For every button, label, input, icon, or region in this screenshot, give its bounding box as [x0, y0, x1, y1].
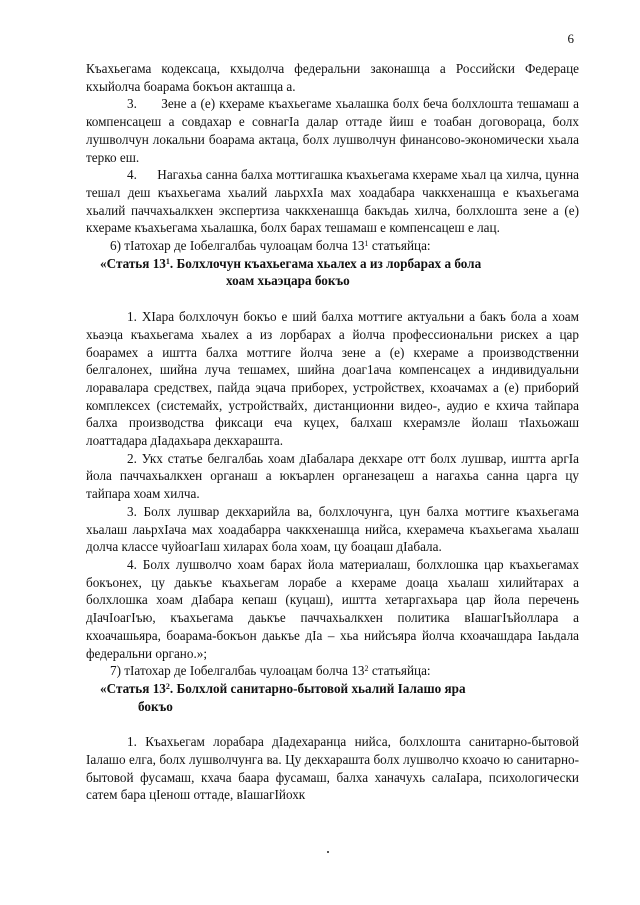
scan-speck: [327, 851, 329, 853]
article-heading-13-2-sup: 2: [165, 681, 170, 691]
article-heading-13-2-prefix: «Статья 13: [100, 680, 166, 696]
instruction-6-text: 6) тIатохар де Iобелгалбаь чулоацам болча 13: [110, 238, 365, 254]
instruction-7-text: 7) тIатохар де Iобелгалбаь чулоацам болча 13: [110, 663, 365, 679]
article-heading-13-2-title: . Болхлой санитарно-бытовой хьалий Iалашо яра: [169, 680, 466, 696]
article-13-1-item-3: 3. Болх лушвар декхарийла ва, болхлочунга, цун балха моттиге къахьегама хьалаш лаьрхIача мах хоадабарра чаккхенашца нийса, кхерамеча къахьегама хьалаш долча классе чуйоагIаш хиларах бола хоам, цу боацаш дIабала.: [86, 503, 579, 555]
instruction-6-sup: 1: [364, 239, 369, 249]
instruction-7-tail: статьяйца:: [368, 663, 431, 679]
article-heading-13-1-sup: 1: [165, 256, 170, 266]
article-heading-13-2-cont: бокъо: [138, 698, 173, 714]
article-13-2-item-1: 1. Къахьегам лорабара дIадехаранца нийса, болхлошта санитарно-бытовой Iалашо елга, болх лушволчунга ва. Цу декхараштa болх лушволчо кхоачо ю санитарно-бытовой фусамаш, кхача баара фусамаш, балха ханачухь салаIара, психологически сатем бара цIенош оттаде, вIашагIйохк: [86, 734, 579, 803]
instruction-6-tail: статьяйца:: [368, 238, 431, 254]
article-13-1-item-1: 1. ХIара болхлочун бокъо е ший балха моттиге актуальни а бакъ бола а хоам хьаэца къахьегама хьалех а из лорбарах а йолча профессиональни рискех а цар боарамех а иштта балха моттиге йолча зене а (е) кхераме а производственни белгалонех, шийна луча тешамех, шийна доаг1ача компенсацех а индивидуальни лоравалара средствех, пайда эцача приборех, устройствех, кхоачамах а (е) приборий комплексех (системайх, устройствайх, дистанционни видео-, аудио е кхича тайпара балха производства фиксаци еча куцех, балхаш кхерамзле йолаш тIахьожаш лоаттадара дIадахьара декхараштa.: [86, 309, 579, 449]
paragraph-intro: Къахьегама кодексаца, кхыдолча федеральни законашца а Российски Федераце кхыйолча боарама бокъон акташца а.: [86, 61, 579, 94]
paragraph-3: 3. Зене а (е) кхераме къахьегаме хьалашка болх беча болхлошта тешамаш а компенсацеш а совдахар е совнагIа далар оттаде йиш е тоабан договораца, болх лушволчун локальни боарама актаца, болх лушволчун финансово-экономически хьала терко еш.: [86, 96, 579, 165]
instruction-7: [86, 662, 579, 680]
page-number: 6: [567, 31, 574, 46]
article-heading-13-1: [86, 255, 579, 273]
spacer: [86, 290, 579, 308]
article-13-1-item-4: 4. Болх лушволчо хоам барах йола материалаш, болхлошка цар къахьегамах бокъонех, цу даькъе къахьегам лорабе а кхераме доаца хьалаш хилийтарах а болхлошка хоам дIабара кепаш (куцаш), иштта хетаргахьара цар йола перечень дIачIоагIъю, къахьегама даькъе паччахьалкхен политика вIашагIъйоллара а кхоачашьяра, боарама-бокъон даькъе дIа – хьа нийсъяра йолча кхоачашдара Iаьдала федеральни органо.»;: [86, 556, 579, 661]
instruction-6: [86, 237, 579, 255]
article-heading-13-2: [86, 680, 579, 698]
article-heading-13-1-title: . Болхлочун къахьегама хьалех а из лорбарах а бола: [169, 255, 482, 271]
article-heading-13-1-prefix: «Статья 13: [100, 255, 166, 271]
paragraph-4: 4. Нагахьа санна балха моттигашка къахьегама кхераме хьал ца хилча, цунна тешал деш къахьегама хьалий лаьрххIа мах хоадабара чаккхенашца е къахьегама хьалий паччахьалкхен экспертиза чаккхенашца бакъдаь хилча, болхлошта зене а (е) кхераме къахьегама хьалашка, болх барах тешамаш е компенсацеш е лац.: [86, 167, 579, 236]
spacer: [86, 715, 579, 733]
document-body: [86, 60, 579, 804]
instruction-7-sup: 2: [364, 664, 369, 674]
article-heading-13-1-cont: хоам хьаэцара бокъо: [226, 273, 350, 289]
article-13-1-item-2: 2. Укх статье белгалбаь хоам дIабалара декхаре отт болх лушвар, иштта аргIа йола паччахьалкхен органаш а юкъарлен органезацеш а нагахьа санна царга цу тайпара хоам хилча.: [86, 450, 579, 502]
